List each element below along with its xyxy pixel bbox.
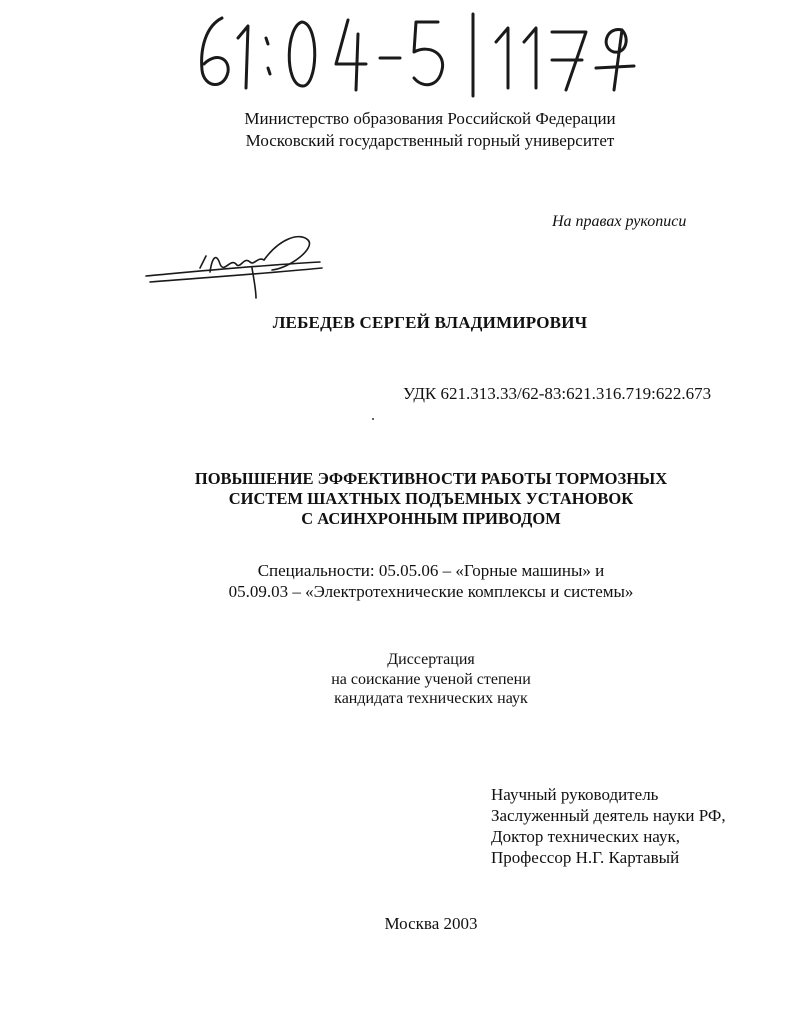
city-year: Москва 2003 <box>384 914 478 933</box>
title-line: С АСИНХРОННЫМ ПРИВОДОМ <box>301 509 561 528</box>
specialty-line: 05.09.03 – «Электротехнические комплексы и системы» <box>228 582 634 601</box>
degree-line: кандидата технических наук <box>334 690 528 707</box>
specialty-line: Специальности: 05.05.06 – «Горные машины» и <box>257 561 605 580</box>
title-line: ПОВЫШЕНИЕ ЭФФЕКТИВНОСТИ РАБОТЫ ТОРМОЗНЫХ <box>194 469 668 488</box>
author-name: ЛЕБЕДЕВ СЕРГЕЙ ВЛАДИМИРОВИЧ <box>272 313 588 332</box>
dissertation-title <box>0 469 796 529</box>
scan-speck <box>372 418 374 420</box>
udk-code: УДК 621.313.33/62-83:621.316.719:622.673 <box>403 384 712 403</box>
title-line: СИСТЕМ ШАХТНЫХ ПОДЪЕМНЫХ УСТАНОВОК <box>228 489 634 508</box>
ministry-name: Министерство образования Российской Федерации <box>244 109 616 128</box>
supervisor-line: Доктор технических наук, <box>491 827 680 846</box>
supervisor-block <box>491 784 726 868</box>
university-name: Московский государственный горный университет <box>245 131 615 150</box>
supervisor-line: Профессор Н.Г. Картавый <box>491 848 680 867</box>
rights-note: На правах рукописи <box>552 213 687 230</box>
author-signature <box>140 228 330 300</box>
specialties <box>0 560 796 602</box>
supervisor-line: Заслуженный деятель науки РФ, <box>491 806 726 825</box>
organization-block <box>0 108 796 152</box>
dissertation-degree <box>0 650 796 709</box>
supervisor-line: Научный руководитель <box>491 785 659 804</box>
degree-line: Диссертация <box>387 651 475 668</box>
handwritten-archive-code <box>190 8 660 98</box>
degree-line: на соискание ученой степени <box>331 670 531 688</box>
